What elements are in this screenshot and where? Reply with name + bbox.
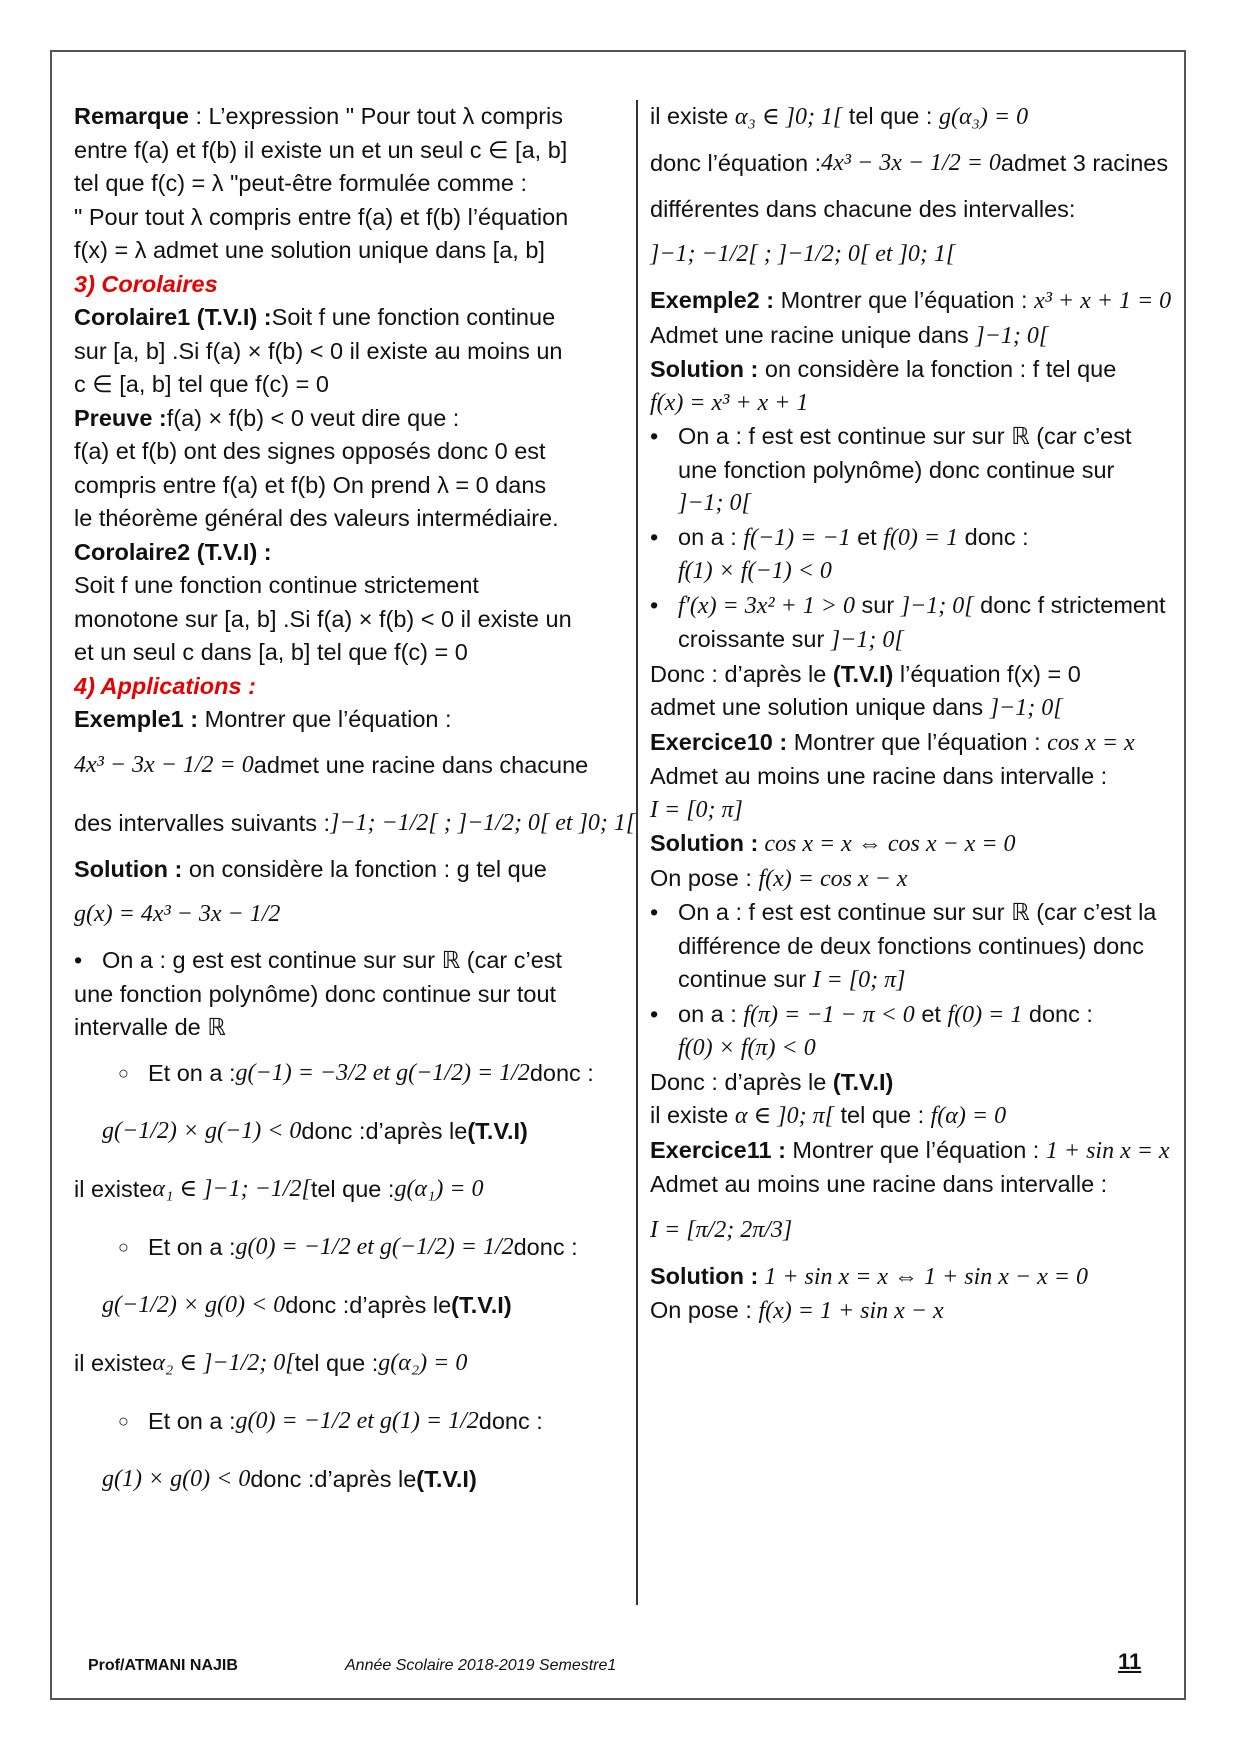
exercice10: Exercice10 : Montrer que l’équation : cos x = x xyxy=(650,728,1135,756)
remark-line: entre f(a) et f(b) il existe un et un seul c ∈ [a, b] xyxy=(74,136,568,163)
solution10-bullet: • On a : f est est continue sur sur ℝ (car c’est la xyxy=(650,896,1188,930)
solution10: Solution : cos x = x ⇔ cos x − x = 0 xyxy=(650,830,1016,857)
intervals-list: ]−1; −1/2[ ; ]−1/2; 0[ et ]0; 1[ xyxy=(650,241,956,268)
left-column xyxy=(74,100,636,1509)
intervals-intro: différentes dans chacune des intervalles: xyxy=(650,195,1076,222)
remark-line: tel que f(c) = λ "peut-être formulée comme : xyxy=(74,170,528,196)
remark: Remarque : L’expression " Pour tout λ compris xyxy=(74,103,563,129)
exemple1-equation: 4x³ − 3x − 1/2 = 0 admet une racine dans chacune xyxy=(74,751,589,778)
solution1-line: intervalle de ℝ xyxy=(74,1014,226,1040)
solution10-values: • on a : f(π) = −1 − π < 0 et f(0) = 1 donc : xyxy=(650,998,1188,1033)
exemple2: Exemple2 : Montrer que l’équation : x³ + x + 1 = 0 xyxy=(650,287,1172,314)
solution1-function: g(x) = 4x³ − 3x − 1/2 xyxy=(74,901,281,928)
step3: ○ Et on a : g(0) = −1/2 et g(1) = 1/2 donc : xyxy=(74,1393,622,1451)
corolaire1-line: sur [a, b] .Si f(a) × f(b) < 0 il existe au moins un xyxy=(74,337,563,364)
corolaire2-line: monotone sur [a, b] .Si f(a) × f(b) < 0 il existe un xyxy=(74,605,572,632)
exemple1-intervals: des intervalles suivants : ]−1; −1/2[ ; ]−1/2; 0[ et ]0; 1[ xyxy=(74,809,636,836)
solution10-pose: On pose : f(x) = cos x − x xyxy=(650,864,908,892)
solution2-product: f(1) × f(−1) < 0 xyxy=(678,558,832,584)
section-heading-corolaires: 3) Corolaires xyxy=(74,270,218,297)
corolaire1-line: c ∈ [a, b] tel que f(c) = 0 xyxy=(74,371,329,397)
solution2-croissante: croissante sur ]−1; 0[ xyxy=(678,626,904,653)
column-divider xyxy=(636,100,638,1605)
solution11-pose: On pose : f(x) = 1 + sin x − x xyxy=(650,1297,944,1324)
three-roots-line: donc l’équation : 4x³ − 3x − 1/2 = 0 admet 3 racines xyxy=(650,149,1169,176)
preuve-line: compris entre f(a) et f(b) On prend λ = 0 dans xyxy=(74,471,547,498)
step2: ○ Et on a : g(0) = −1/2 et g(−1/2) = 1/2 donc : xyxy=(74,1219,622,1277)
exercice11-line: Admet au moins une racine dans intervalle : xyxy=(650,1171,1108,1197)
exemple1: Exemple1 : Montrer que l’équation : xyxy=(74,706,452,732)
solution2-interval: ]−1; 0[ xyxy=(678,490,751,516)
alpha3-line: il existe α₃ ∈ ]0; 1[ tel que : g(α₃) = 0 xyxy=(650,103,1029,130)
step3-product: g(1) × g(0) < 0 donc :d’après le (T.V.I) xyxy=(102,1465,477,1492)
step2-product: g(−1/2) × g(0) < 0 donc :d’après le (T.V.I) xyxy=(102,1291,512,1318)
solution2-line: une fonction polynôme) donc continue sur xyxy=(678,456,1115,483)
footer-year: Année Scolaire 2018-2019 Semestre1 xyxy=(345,1657,617,1674)
corolaire2: Corolaire2 (T.V.I) : xyxy=(74,538,272,565)
solution2-conclusion: Donc : d’après le (T.V.I) l’équation f(x) = 0 xyxy=(650,660,1081,687)
solution10-line: différence de deux fonctions continues) donc xyxy=(678,932,1144,959)
step2-conclusion: il existe α₂ ∈ ]−1/2; 0[ tel que : g(α₂) = 0 xyxy=(74,1349,468,1376)
step1-product: g(−1/2) × g(−1) < 0 donc :d’après le (T.V.I) xyxy=(102,1117,528,1144)
remark-line: f(x) = λ admet une solution unique dans [a, b] xyxy=(74,237,545,263)
preuve-line: f(a) et f(b) ont des signes opposés donc 0 est xyxy=(74,438,546,464)
preuve-line: le théorème général des valeurs intermédiaire. xyxy=(74,505,559,531)
solution10-conclusion: Donc : d’après le (T.V.I) xyxy=(650,1068,894,1095)
solution11: Solution : 1 + sin x = x ⇔ 1 + sin x − x = 0 xyxy=(650,1262,1088,1290)
solution2-derivative: • f′(x) = 3x² + 1 > 0 sur ]−1; 0[ donc f strictement xyxy=(650,589,1188,624)
solution10-alpha: il existe α ∈ ]0; π[ tel que : f(α) = 0 xyxy=(650,1102,1007,1129)
exemple2-line: Admet une racine unique dans ]−1; 0[ xyxy=(650,321,1049,349)
corolaire1: Corolaire1 (T.V.I) :Soit f une fonction continue xyxy=(74,304,556,330)
corolaire2-line: Soit f une fonction continue strictement xyxy=(74,572,479,598)
remark-line: " Pour tout λ compris entre f(a) et f(b) l’équation xyxy=(74,203,569,230)
exercice10-interval: I = [0; π] xyxy=(650,796,743,823)
step1: ○ Et on a : g(−1) = −3/2 et g(−1/2) = 1/2 donc : xyxy=(74,1045,622,1103)
exercice10-line: Admet au moins une racine dans intervalle : xyxy=(650,763,1108,789)
step1-conclusion: il existe α₁ ∈ ]−1; −1/2[ tel que : g(α₁) = 0 xyxy=(74,1175,484,1202)
solution2-values: • on a : f(−1) = −1 et f(0) = 1 donc : xyxy=(650,521,1188,556)
solution2-function: f(x) = x³ + x + 1 xyxy=(650,389,809,416)
corolaire2-line: et un seul c dans [a, b] tel que f(c) = 0 xyxy=(74,639,468,665)
page-number: 11 xyxy=(1118,1649,1142,1674)
solution2: Solution : on considère la fonction : f tel que xyxy=(650,356,1117,382)
solution2-bullet: • On a : f est est continue sur sur ℝ (car c’est xyxy=(650,420,1188,454)
solution10-interval: continue sur I = [0; π] xyxy=(678,966,906,993)
solution2-unique: admet une solution unique dans ]−1; 0[ xyxy=(650,694,1063,721)
solution1: Solution : on considère la fonction : g tel que xyxy=(74,855,547,882)
solution1-bullet: • On a : g est est continue sur sur ℝ (car c’est xyxy=(74,944,622,978)
solution1-line: une fonction polynôme) donc continue sur tout xyxy=(74,980,557,1007)
preuve: Preuve :f(a) × f(b) < 0 veut dire que : xyxy=(74,404,460,431)
right-column xyxy=(650,100,1188,1329)
section-heading-applications: 4) Applications : xyxy=(74,672,256,699)
exercice11-interval: I = [π/2; 2π/3] xyxy=(650,1216,793,1243)
exercice11: Exercice11 : Montrer que l’équation : 1 + sin x = x xyxy=(650,1136,1170,1164)
footer-author: Prof/ATMANI NAJIB xyxy=(88,1657,238,1674)
solution10-product: f(0) × f(π) < 0 xyxy=(678,1035,816,1061)
